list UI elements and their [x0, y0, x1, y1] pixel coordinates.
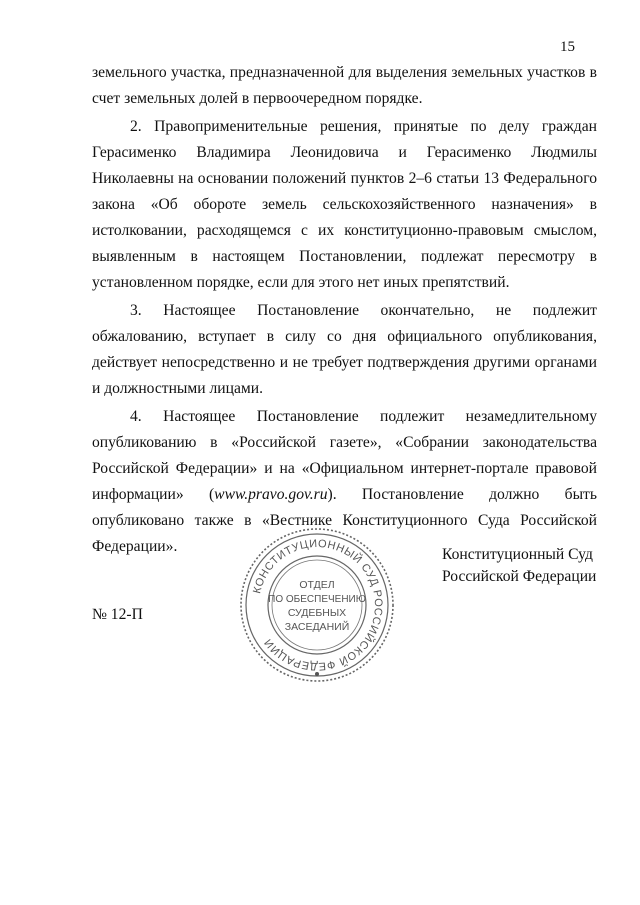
paragraph-4-text-start: 4. Настоящее Постановление подлежит незамедлительному опубликованию в «Российской газете», «Собрании законодательства Российской Федерации» и на «Официальном интернет-портале правовой информации» (: [92, 408, 597, 503]
pravo-gov-link[interactable]: www.pravo.gov.ru: [214, 486, 328, 503]
court-seal: [238, 526, 396, 684]
paragraph-3: 3. Настоящее Постановление окончательно, не подлежит обжалованию, вступает в силу со дня официального опубликования, действует непосредственно и не требует подтверждения другими органами и должностными лицами.: [92, 302, 597, 397]
seal-ring-2: [246, 534, 388, 676]
paragraph-4-text-end: ). Постановление должно быть опубликовано также в «Вестнике Конституционного Суда Российской Федерации».: [92, 486, 597, 555]
continuation-paragraph: земельного участка, предназначенной для выделения земельных участков в счет земельных долей в первоочередном порядке.: [92, 64, 597, 107]
signature-line-1: Конституционный Суд: [442, 546, 593, 563]
seal-outer-ring: [241, 529, 393, 681]
seal-dot: [315, 672, 319, 676]
paragraph-2: 2. Правоприменительные решения, принятые по делу граждан Герасименко Владимира Леонидовича и Герасименко Людмилы Николаевны на основании положений пунктов 2–6 статьи 13 Федерального закона «Об обороте земель сельскохозяйственного назначения» в истолковании, расходящемся с их конституционно-правовым смыслом, выявленным в настоящем Постановлении, подлежат пересмотру в установленном порядке, если для этого нет иных препятствий.: [92, 118, 597, 291]
seal-center-line-4: ЗАСЕДАНИЙ: [284, 621, 350, 633]
seal-graphic: [238, 526, 396, 684]
document-body: [92, 60, 597, 562]
seal-center-line-2: ПО ОБЕСПЕЧЕНИЮ: [268, 594, 366, 605]
signature-line-2: Российской Федерации: [442, 568, 597, 585]
seal-inner-ring-2: [272, 560, 362, 650]
seal-center-line-3: СУДЕБНЫХ: [287, 607, 347, 619]
signature-block: [442, 544, 596, 588]
seal-center-line-1: ОТДЕЛ: [299, 579, 335, 591]
seal-inner-ring: [268, 556, 366, 654]
page-number: 15: [560, 39, 575, 55]
seal-ring-text: КОНСТИТУЦИОННЫЙ СУД РОССИЙСКОЙ ФЕДЕРАЦИИ: [251, 537, 385, 673]
document-number: № 12-П: [92, 606, 143, 623]
